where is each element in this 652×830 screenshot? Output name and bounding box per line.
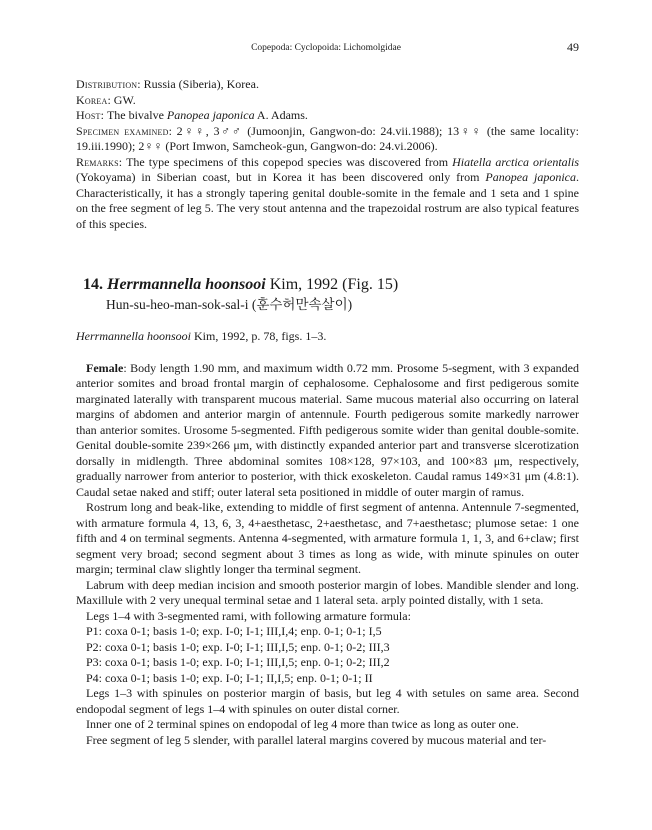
remarks-text-3: . Characteristically, it has a strongly tapering genital double-somite in the female and 1 seta and 1 spine on the free segment of leg 5. The very stout antenna and the trapezoidal rostrum are also typical features of this species. bbox=[76, 170, 579, 231]
labrum-paragraph: Labrum with deep median incision and smooth posterior margin of lobes. Mandible slender and long. Maxillule with 2 very unequal terminal setae and 1 lateral seta. arply pointed distally, with 1 seta. bbox=[76, 577, 579, 607]
page-number: 49 bbox=[567, 40, 579, 54]
specimens-label: Specimen examined bbox=[76, 123, 169, 138]
inner-spines-paragraph: Inner one of 2 terminal spines on endopodal of leg 4 more than twice as long as outer one. bbox=[86, 717, 519, 731]
species-citation bbox=[76, 329, 579, 345]
female-paragraph bbox=[76, 361, 579, 501]
leg-formula-p1: P1: coxa 0-1; basis 1-0; exp. I-0; I-1; III,I,4; enp. 0-1; 0-1; I,5 bbox=[86, 624, 382, 638]
rostrum-paragraph: Rostrum long and beak-like, extending to middle of first segment of antenna. Antennule 7-segmented, with armature formula 4, 13, 6, 3, 4+aesthetasc, 2+aesthetasc, and 7+aesthetasc; plumose setae: 1 one fifth and 4 on terminal segments. Antenna 4-segmented, with armature formula 1, 1, 3, and 6+claw; first segment very broad; second segment about 3 times as long as wide, with minute spinules on outer margin; terminal claw slightly longer tha terminal segment. bbox=[76, 500, 579, 576]
remarks-host-2: Panopea japonica bbox=[485, 170, 576, 184]
korea-text: GW. bbox=[113, 92, 136, 107]
species-heading bbox=[83, 275, 579, 295]
remarks-text-2: (Yokoyama) in Siberian coast, but in Korea it has been discovered only from bbox=[76, 170, 486, 184]
page-body bbox=[76, 77, 579, 748]
citation-name: Herrmannella hoonsooi bbox=[76, 329, 191, 343]
leg-formula-p2: P2: coxa 0-1; basis 1-0; exp. I-0; I-1; III,I,5; enp. 0-1; 0-2; III,3 bbox=[86, 639, 390, 654]
species-authority: Kim, 1992 (Fig. 15) bbox=[269, 276, 399, 293]
korea-paragraph: Korea: GW. bbox=[76, 92, 136, 107]
species-number: 14. bbox=[83, 276, 103, 293]
legs-intro: Legs 1–4 with 3-segmented rami, with following armature formula: bbox=[86, 608, 411, 623]
remarks-label: Remarks bbox=[76, 154, 119, 169]
species-korean-name: Hun-su-heo-man-sok-sal-i (훈수허만속살이) bbox=[106, 297, 353, 312]
distribution-text: Russia (Siberia), Korea. bbox=[143, 77, 259, 91]
page-header bbox=[0, 40, 652, 60]
distribution-label: Distribution bbox=[76, 77, 138, 91]
host-label: Host bbox=[76, 108, 101, 122]
remarks-paragraph: Remarks: The type specimens of this copepod species was discovered from Hiatella arctica orientalis (Yokoyama) in Siberian coast, but in Korea it has been discovered only from Panopea japonica. Characteristically, it has a strongly tapering genital double-somite in the female and 1 seta and 1 spine on the free segment of leg 5. The very stout antenna and the trapezoidal rostrum are also typical features of this species. bbox=[76, 154, 579, 231]
remarks-text-1: The type specimens of this copepod species was discovered from bbox=[126, 154, 453, 169]
host-paragraph: Host: The bivalve Panopea japonica A. Adams. bbox=[76, 108, 308, 122]
distribution-paragraph: Distribution: Russia (Siberia), Korea. bbox=[76, 77, 259, 91]
female-text: : Body length 1.90 mm, and maximum width 0.72 mm. Prosome 5-segment, with 3 expanded anterior somites and broad frontal margin of cephalosome. Cephalosome and first pedigerous somite marginated laterally with transparent mucous material. Same mucous material also occurring on lateral margins of abdomen and anterior margin of antennule. Fourth pedigerous somite markedly narrower than anterior somites. Urosome 5-segmented. Fifth pedigerous somite wider than genital double-somite. Genital double-somite 239×266 μm, with distinctly expanded anterior part and transverse slcerotization dorsally in midlength. Three abdominal somites 108×128, 97×103, and 100×83 μm, respectively, gradually narrower from anterior to posterior, with thick exoskeleton. Caudal ramus 149×31 μm (4.8:1). Caudal setae naked and stiff; outer lateral seta positioned in middle of outer margin of ramus. bbox=[76, 360, 579, 499]
running-title: Copepoda: Cyclopoida: Lichomolgidae bbox=[251, 43, 401, 53]
korea-label: Korea bbox=[76, 92, 108, 107]
species-scientific-name: Herrmannella hoonsooi bbox=[107, 276, 266, 293]
female-label: Female bbox=[86, 360, 124, 375]
specimens-paragraph: Specimen examined: 2♀♀, 3♂♂ (Jumoonjin, Gangwon-do: 24.vii.1988); 13♀♀ (the same locality: 19.iii.1990); 2♀♀ (Port Imwon, Samcheok-gun, Gangwon-do: 24.vi.2006). bbox=[76, 123, 579, 153]
free-segment-paragraph: Free segment of leg 5 slender, with parallel lateral margins covered by mucous material and ter- bbox=[86, 732, 547, 747]
section-gap bbox=[76, 232, 579, 248]
leg-formula-p3: P3: coxa 0-1; basis 1-0; exp. I-0; I-1; III,I,5; enp. 0-1; 0-2; III,2 bbox=[86, 655, 390, 669]
host-prefix: The bivalve bbox=[106, 108, 167, 122]
host-species: Panopea japonica bbox=[166, 108, 255, 122]
citation-rest: Kim, 1992, p. 78, figs. 1–3. bbox=[191, 329, 327, 343]
specimens-text: 2♀♀, 3♂♂ (Jumoonjin, Gangwon-do: 24.vii.1988); 13♀♀ (the same locality: 19.iii.1990); 2♀♀ (Port Imwon, Samcheok-gun, Gangwon-do: 24.vi.2006). bbox=[76, 123, 579, 153]
host-suffix: A. Adams. bbox=[254, 108, 308, 122]
remarks-host-1: Hiatella arctica orientalis bbox=[452, 154, 579, 169]
legs-spinules-paragraph: Legs 1–3 with spinules on posterior margin of basis, but leg 4 with setules on same area. Second endopodal segment of legs 1–4 with spinules on outer distal corner. bbox=[76, 686, 579, 716]
section-gap bbox=[76, 345, 579, 361]
leg-formula-p4: P4: coxa 0-1; basis 1-0; exp. I-0; I-1; II,I,5; enp. 0-1; 0-1; II bbox=[86, 670, 373, 685]
